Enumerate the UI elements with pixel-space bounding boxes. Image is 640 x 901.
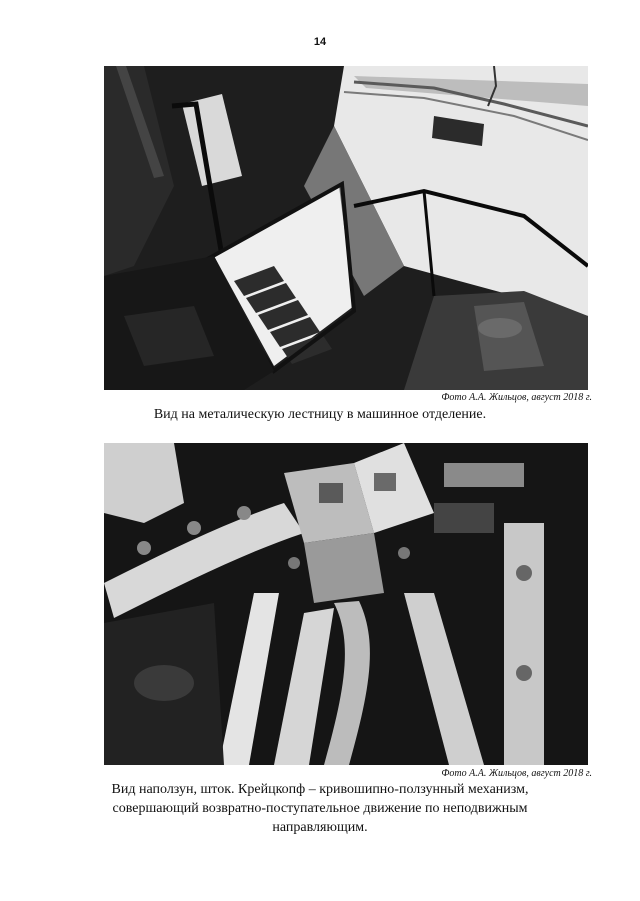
caption-crosshead-line-3: направляющим. [272,820,368,835]
crosshead-photo-image [104,443,588,765]
staircase-photo-image [104,66,588,390]
caption-crosshead [80,780,560,837]
photo-staircase [104,66,588,390]
photo-crosshead [104,443,588,765]
caption-crosshead-line-1: Вид наползун, шток. Крейцкопф – кривошипно-ползунный механизм, [111,782,529,797]
page-number: 14 [313,36,327,48]
photo-credit-crosshead: Фото А.А. Жильцов, август 2018 г. [441,768,592,779]
caption-staircase: Вид на металическую лестницу в машинное отделение. [153,407,487,422]
photo-credit-staircase: Фото А.А. Жильцов, август 2018 г. [441,392,592,403]
caption-crosshead-line-2: совершающий возвратно-поступательное движение по неподвижным [112,801,528,816]
